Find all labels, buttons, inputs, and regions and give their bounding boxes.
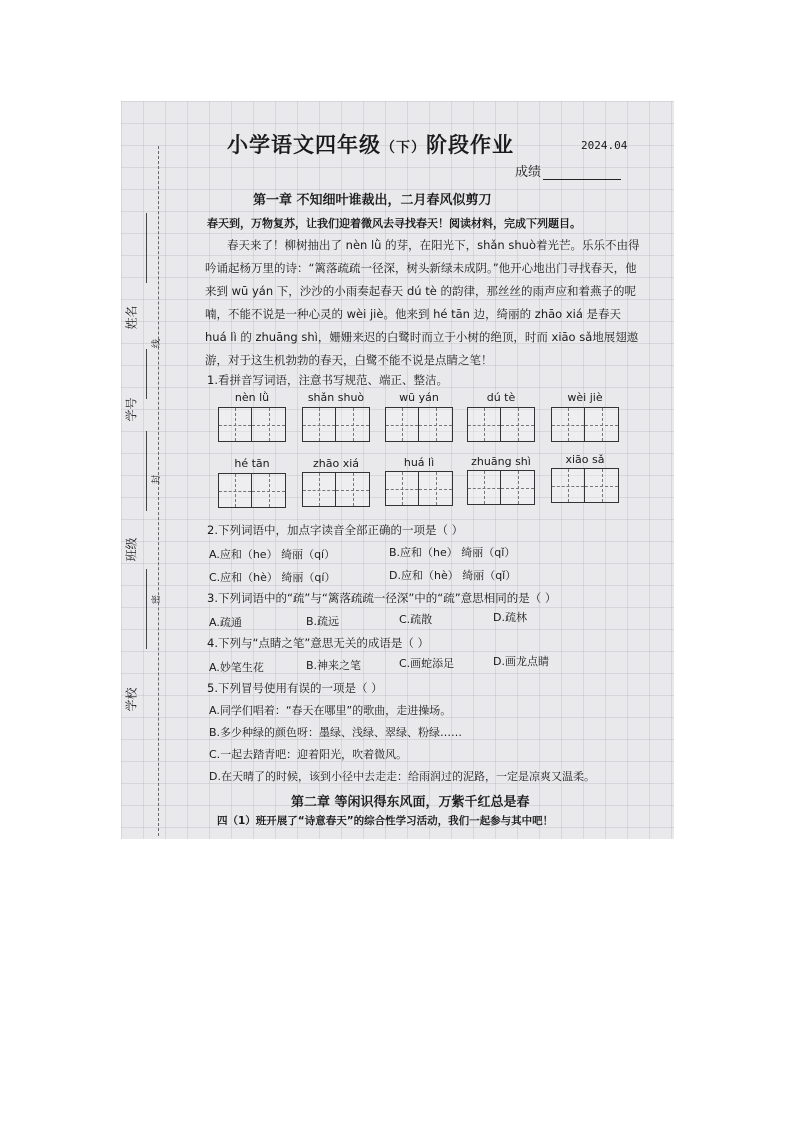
- q1-writing-box-6[interactable]: [218, 473, 286, 508]
- title-main: 小学语文四年级: [227, 132, 381, 157]
- q4-option-c[interactable]: C.画蛇添足: [399, 657, 455, 670]
- name-blank: [146, 213, 147, 283]
- q1-pinyin-10: xiāo sǎ: [565, 453, 605, 466]
- page-title: [227, 129, 514, 159]
- q1-writing-box-2[interactable]: [302, 407, 370, 442]
- q1-pinyin-4: dú tè: [486, 391, 516, 404]
- q1-writing-box-10[interactable]: [551, 468, 619, 503]
- title-xia: （下）: [381, 140, 426, 156]
- q1-writing-box-4[interactable]: [467, 407, 535, 442]
- q1-writing-box-8[interactable]: [385, 471, 453, 506]
- q1-stem: 1.看拼音写词语，注意书写规范、端正、整洁。: [207, 373, 448, 387]
- q3-option-d[interactable]: D.疏林: [493, 611, 527, 624]
- q1-pinyin-3: wū yán: [399, 391, 439, 404]
- score-field: [515, 161, 621, 180]
- chapter1-title: 第一章 不知细叶谁裁出，二月春风似剪刀: [253, 193, 492, 208]
- q1-pinyin-6: hé tān: [234, 457, 270, 470]
- q4-option-a[interactable]: A.妙笔生花: [209, 661, 264, 674]
- q5-option-a[interactable]: A.同学们唱着：“春天在哪里”的歌曲，走进操场。: [209, 704, 452, 717]
- seal-xian-char: 线: [152, 338, 163, 349]
- binding-dashed-line: [158, 146, 159, 836]
- q3-option-b[interactable]: B.疏远: [306, 615, 340, 628]
- seal-mi-char: 密: [152, 594, 163, 605]
- worksheet-page: [121, 101, 674, 839]
- class-label: 班级: [124, 537, 139, 562]
- id-label: 学号: [124, 397, 139, 422]
- q1-pinyin-8: huá lì: [403, 456, 435, 469]
- q1-writing-box-7[interactable]: [302, 472, 370, 507]
- q2-option-a[interactable]: A.应和（he） 绮丽（qí）: [209, 548, 336, 561]
- id-blank: [146, 349, 147, 399]
- reading-passage: 春天来了！柳树抽出了 nèn lǜ 的芽，在阳光下，shǎn shuò着光芒。乐乐不由得吟诵起杨万里的诗：“篱落疏疏一径深，树头新绿未成阴。”他开心地出门寻找春天，他来到 wū yán 下，沙沙的小雨奏起春天 dú tè 的韵律，那丝丝的雨声应和着燕子的呢喃，不能不说是一种心灵的 wèi jiè。他来到 hé tān 边，绮丽的 zhāo xiá 是春天 huá lì 的 zhuāng shì，姗姗来迟的白鹭时而立于小树的绝顶，时而 xiāo sǎ地展翅遨游，对于这生机勃勃的春天，白鹭不能不说是点睛之笔！: [205, 238, 640, 367]
- q5-option-d[interactable]: D.在天晴了的时候，该到小径中去走走：给雨润过的泥路，一定是凉爽又温柔。: [209, 770, 595, 783]
- q1-pinyin-5: wèi jiè: [567, 391, 603, 404]
- q1-pinyin-1: nèn lǜ: [234, 391, 270, 404]
- title-end: 阶段作业: [426, 132, 514, 157]
- q1-pinyin-9: zhuāng shì: [471, 455, 531, 468]
- q2-option-b[interactable]: B.应和（he） 绮丽（qǐ）: [389, 546, 516, 559]
- q1-writing-box-9[interactable]: [467, 470, 535, 505]
- q1-writing-box-5[interactable]: [551, 407, 619, 442]
- q4-option-b[interactable]: B.神来之笔: [306, 659, 362, 672]
- q2-option-d[interactable]: D.应和（hè） 绮丽（qǐ）: [389, 569, 517, 582]
- q1-writing-box-1[interactable]: [218, 407, 286, 442]
- seal-feng-char: 封: [152, 474, 163, 485]
- q3-option-c[interactable]: C.疏散: [399, 613, 433, 626]
- chapter2-title: 第二章 等闲识得东风面，万紫千红总是春: [291, 795, 530, 810]
- name-label: 姓名: [124, 305, 139, 330]
- q5-option-b[interactable]: B.多少种绿的颜色呀：墨绿、浅绿、翠绿、粉绿……: [209, 726, 463, 739]
- q5-stem: 5.下列冒号使用有误的一项是（ ）: [207, 681, 383, 695]
- score-blank[interactable]: [543, 167, 621, 180]
- q2-option-c[interactable]: C.应和（hè） 绮丽（qí）: [209, 571, 336, 584]
- q4-option-d[interactable]: D.画龙点睛: [493, 655, 549, 668]
- class-blank: [146, 431, 147, 511]
- q4-stem: 4.下列与“点睛之笔”意思无关的成语是（ ）: [207, 636, 430, 650]
- q3-stem: 3.下列词语中的“疏”与“篱落疏疏一径深”中的“疏”意思相同的是（ ）: [207, 591, 557, 605]
- q1-pinyin-2: shǎn shuò: [307, 391, 365, 404]
- q3-option-a[interactable]: A.疏通: [209, 616, 242, 629]
- q5-option-c[interactable]: C.一起去踏青吧：迎着阳光，吹着微风。: [209, 748, 408, 761]
- chapter1-intro: 春天到，万物复苏，让我们迎着微风去寻找春天！阅读材料，完成下列题目。: [207, 217, 581, 230]
- q1-pinyin-7: zhāo xiá: [312, 457, 360, 470]
- school-blank: [146, 569, 147, 649]
- chapter2-intro: 四（1）班开展了“诗意春天”的综合性学习活动，我们一起参与其中吧！: [217, 815, 554, 827]
- date-label: 2024.04: [581, 139, 628, 152]
- score-label: 成绩: [515, 165, 542, 180]
- school-label: 学校: [124, 687, 139, 712]
- q2-stem: 2.下列词语中，加点字读音全部正确的一项是（ ）: [207, 523, 464, 537]
- q1-writing-box-3[interactable]: [385, 407, 453, 442]
